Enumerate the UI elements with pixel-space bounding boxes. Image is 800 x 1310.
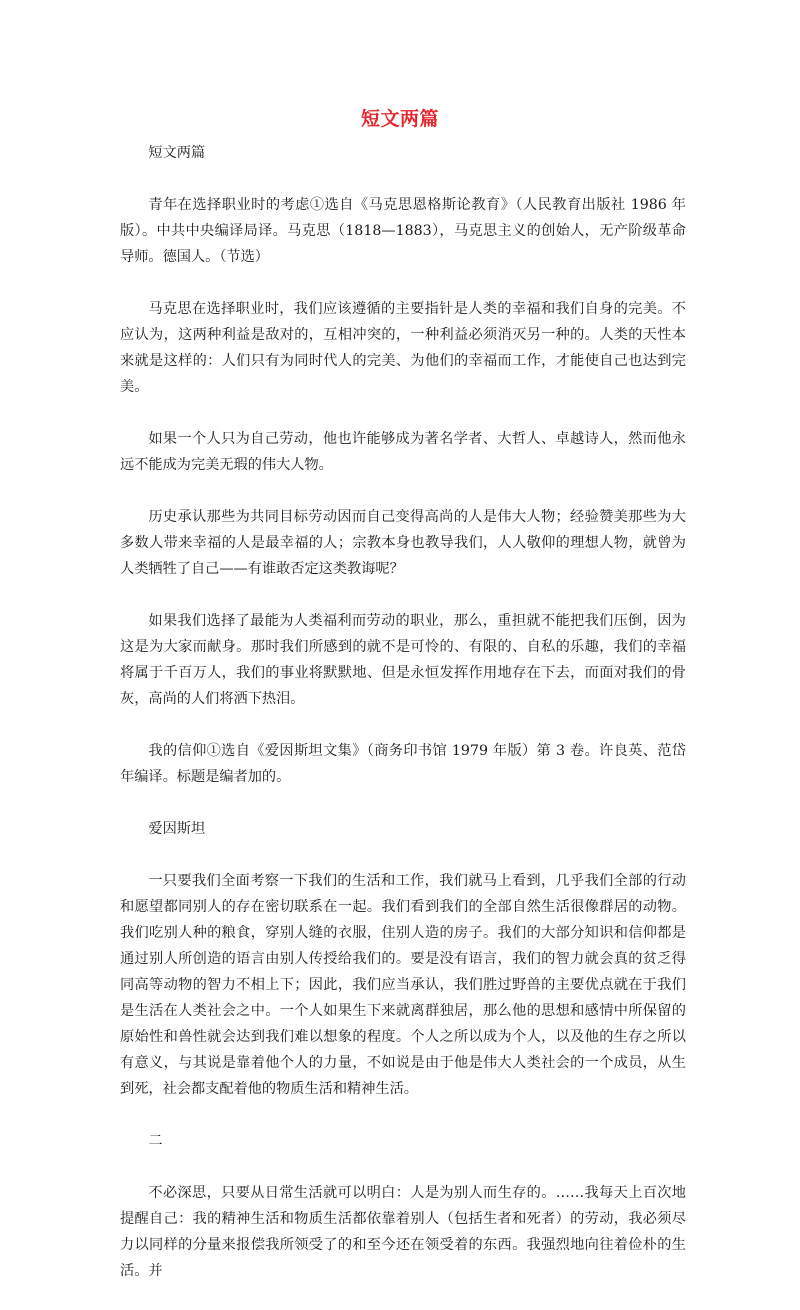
source-note-paragraph: 我的信仰①选自《爱因斯坦文集》（商务印书馆 1979 年版）第 3 卷。许良英、范岱年编译。标题是编者加的。 bbox=[120, 743, 686, 785]
body-paragraph: 如果我们选择了最能为人类福利而劳动的职业，那么，重担就不能把我们压倒，因为这是为大家而献身。那时我们所感到的就不是可怜的、有限的、自私的乐趣，我们的幸福将属于千百万人，我们的事业将默默地、但是永恒发挥作用地存在下去，而面对我们的骨灰，高尚的人们将洒下热泪。 bbox=[120, 613, 686, 707]
body-paragraph: 马克思在选择职业时，我们应该遵循的主要指针是人类的幸福和我们自身的完美。不应认为，这两种利益是敌对的，互相冲突的，一种利益必须消灭另一种的。人类的天性本来就是这样的：人们只有为同时代人的完美、为他们的幸福而工作，才能使自己也达到完美。 bbox=[120, 301, 686, 395]
body-paragraph: 不必深思，只要从日常生活就可以明白：人是为别人而生存的。……我每天上百次地提醒自己：我的精神生活和物质生活都依靠着别人（包括生者和死者）的劳动，我必须尽力以同样的分量来报偿我所领受了的和至今还在领受着的东西。我强烈地向往着俭朴的生活。并 bbox=[120, 1185, 686, 1279]
body-paragraph: 历史承认那些为共同目标劳动因而自己变得高尚的人是伟大人物；经验赞美那些为大多数人带来幸福的人是最幸福的人；宗教本身也教导我们，人人敬仰的理想人物，就曾为人类牺牲了自己——有谁敢否定这类教诲呢？ bbox=[120, 509, 686, 577]
body-paragraph: 如果一个人只为自己劳动，他也许能够成为著名学者、大哲人、卓越诗人，然而他永远不能成为完美无瑕的伟大人物。 bbox=[120, 431, 686, 473]
document-title: 短文两篇 bbox=[360, 108, 439, 130]
section-heading: 二 bbox=[148, 1133, 163, 1149]
document-body bbox=[120, 140, 686, 1310]
subtitle-paragraph: 短文两篇 bbox=[148, 145, 206, 161]
body-paragraph: 一只要我们全面考察一下我们的生活和工作，我们就马上看到，几乎我们全部的行动和愿望都同别人的存在密切联系在一起。我们看到我们的全部自然生活很像群居的动物。我们吃别人种的粮食，穿别人缝的衣服，住别人造的房子。我们的大部分知识和信仰都是通过别人所创造的语言由别人传授给我们的。要是没有语言，我们的智力就会真的贫乏得同高等动物的智力不相上下；因此，我们应当承认，我们胜过野兽的主要优点就在于我们是生活在人类社会之中。一个人如果生下来就离群独居，那么他的思想和感情中所保留的原始性和兽性就会达到我们难以想象的程度。个人之所以成为个人，以及他的生存之所以有意义，与其说是靠着他个人的力量，不如说是由于他是伟大人类社会的一个成员，从生到死，社会都支配着他的物质生活和精神生活。 bbox=[120, 873, 686, 1097]
source-note-paragraph: 青年在选择职业时的考虑①选自《马克思恩格斯论教育》（人民教育出版社 1986 年版）。中共中央编译局译。马克思（1818—1883），马克思主义的创始人，无产阶级革命导师。德国人。（节选） bbox=[120, 197, 686, 265]
author-line: 爱因斯坦 bbox=[148, 821, 206, 837]
